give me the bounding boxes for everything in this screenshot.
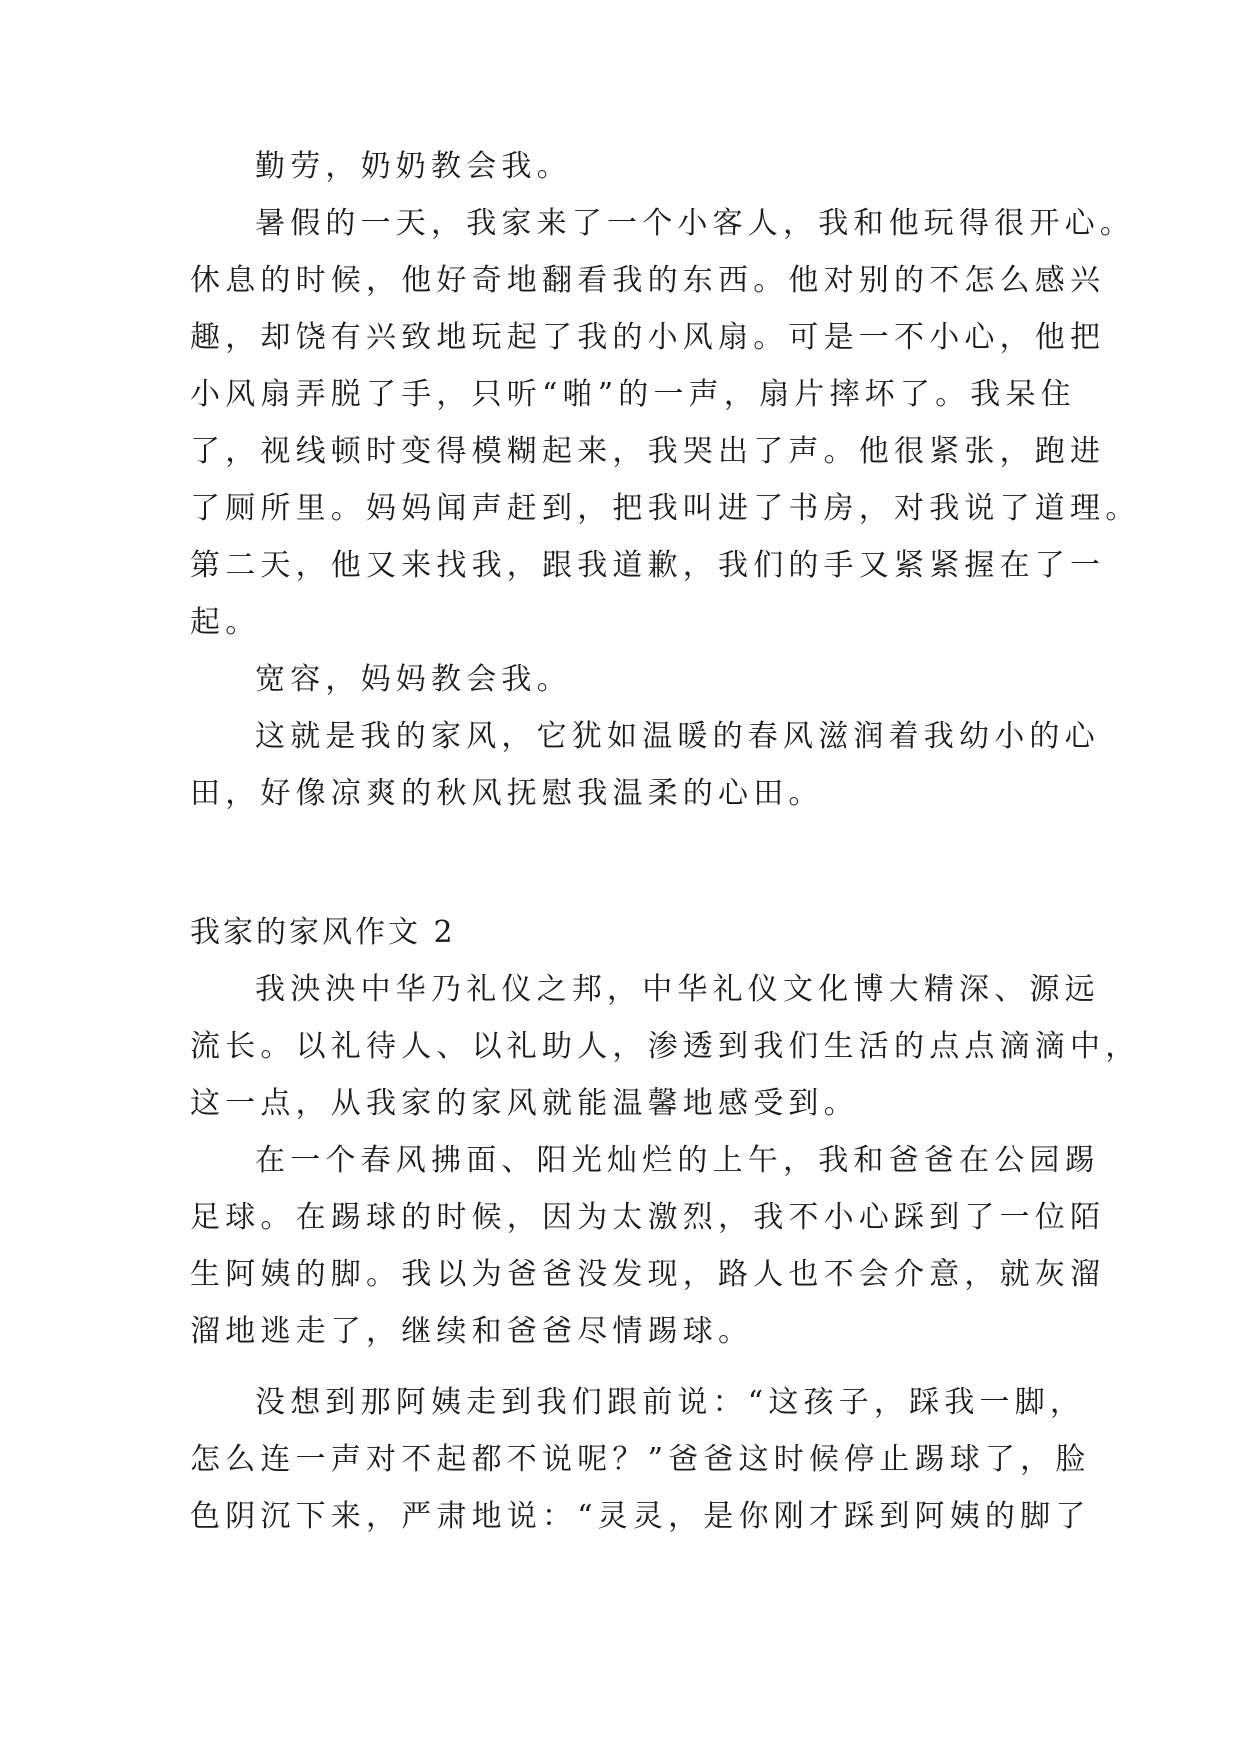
paragraph-line: 没想到那阿姨走到我们跟前说：“这孩子，踩我一脚，: [255, 1385, 1086, 1420]
paragraph-line: 这一点，从我家的家风就能温馨地感受到。: [190, 1086, 859, 1121]
paragraph-line: 宽容，妈妈教会我。: [255, 662, 572, 697]
paragraph-line: 了厕所里。妈妈闻声赶到，把我叫进了书房，对我说了道理。: [190, 491, 1141, 526]
paragraph-line: 流长。以礼待人、以礼助人，渗透到我们生活的点点滴滴中，: [190, 1029, 1141, 1064]
paragraph-line: 休息的时候，他好奇地翻看我的东西。他对别的不怎么感兴: [190, 263, 1106, 298]
section-heading: 我家的家风作文 2: [190, 915, 456, 950]
paragraph-line: 暑假的一天，我家来了一个小客人，我和他玩得很开心。: [255, 206, 1135, 241]
paragraph-line: 了，视线顿时变得模糊起来，我哭出了声。他很紧张，跑进: [190, 434, 1106, 469]
paragraph-line: 色阴沉下来，严肃地说：“灵灵，是你刚才踩到阿姨的脚了: [190, 1499, 1091, 1534]
paragraph-line: 勤劳，奶奶教会我。: [255, 149, 572, 184]
paragraph-line: 第二天，他又来找我，跟我道歉，我们的手又紧紧握在了一: [190, 548, 1106, 583]
paragraph-line: 趣，却饶有兴致地玩起了我的小风扇。可是一不小心，他把: [190, 320, 1106, 355]
paragraph-line: 我泱泱中华乃礼仪之邦，中华礼仪文化博大精深、源远: [255, 972, 1100, 1007]
paragraph-line: 田，好像凉爽的秋风抚慰我温柔的心田。: [190, 776, 824, 811]
paragraph-line: 溜地逃走了，继续和爸爸尽情踢球。: [190, 1314, 754, 1349]
paragraph-line: 怎么连一声对不起都不说呢？”爸爸这时候停止踢球了，脸: [190, 1442, 1091, 1477]
paragraph-line: 小风扇弄脱了手，只听“啪”的一声，扇片摔坏了。我呆住: [190, 377, 1076, 412]
paragraph-line: 足球。在踢球的时候，因为太激烈，我不小心踩到了一位陌: [190, 1200, 1106, 1235]
paragraph-line: 这就是我的家风，它犹如温暖的春风滋润着我幼小的心: [255, 719, 1100, 754]
paragraph-line: 在一个春风拂面、阳光灿烂的上午，我和爸爸在公园踢: [255, 1143, 1100, 1178]
paragraph-line: 生阿姨的脚。我以为爸爸没发现，路人也不会介意，就灰溜: [190, 1257, 1106, 1292]
paragraph-line: 起。: [190, 605, 261, 640]
